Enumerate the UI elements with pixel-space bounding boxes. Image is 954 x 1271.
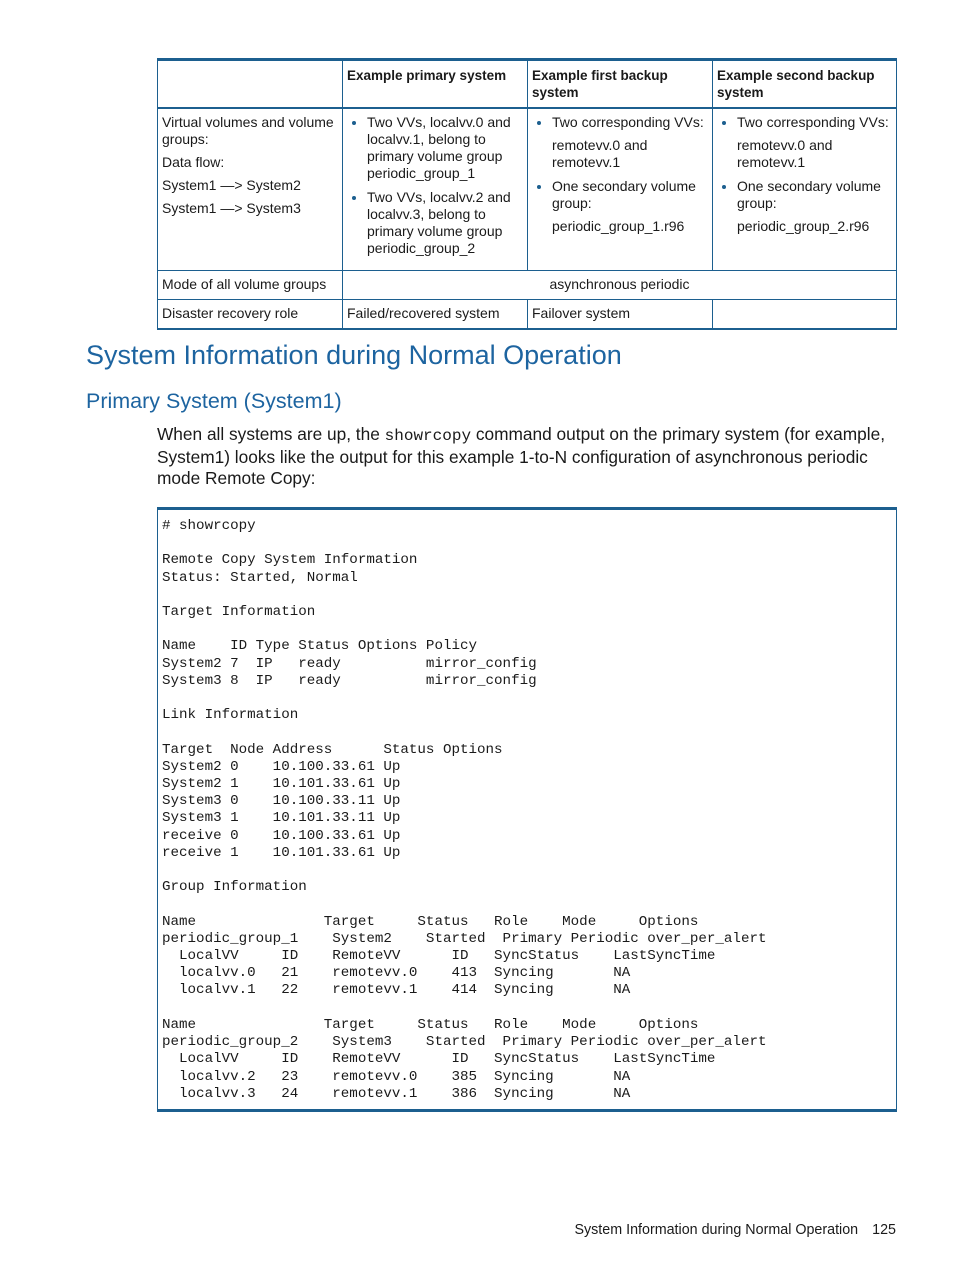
list-item [737,178,892,235]
primary-list [347,114,523,257]
header-primary-system: Example primary system [343,60,528,109]
section-title: System Information during Normal Operation [86,340,622,370]
list-item [552,178,708,235]
list-item-subtext: periodic_group_2.r96 [737,218,870,234]
role-row-first-backup: Failover system [528,300,713,330]
label-line: Virtual volumes and volume groups: [162,114,334,147]
label-line: System1 —> System2 [162,177,301,193]
role-row-second-backup [713,300,897,330]
vv-row-primary [343,108,528,271]
table-header-row [158,60,897,109]
header-cell-empty [158,60,343,109]
configuration-table [157,58,897,330]
code-block [157,507,897,1112]
header-first-backup-system: Example first backup system [528,60,713,109]
list-item-text: • One secondary volume group: [552,178,696,211]
command-output: # showrcopy Remote Copy System Information Status: Started, Normal Target Information Name ID Type Status Options Policy System2 7 IP ready mirror_config System3 8 IP ready mirror_config Link Information Target Node Address Status Options System2 0 10.100.33.61 Up System2 1 10.101.33.61 Up System3 0 10.100.33.11 Up System3 1 10.101.33.11 Up receive 0 10.100.33.61 Up receive 1 10.101.33.61 Up Group Information Name Target Status Role Mode Options periodic_group_1 System2 Started Primary Periodic over_per_alert LocalVV ID RemoteVV ID SyncStatus LastSyncTime localvv.0 21 remotevv.0 413 Syncing NA localvv.1 22 remotevv.1 414 Syncing NA Name Target Status Role Mode Options periodic_group_2 System3 Started Primary Periodic over_per_alert LocalVV ID RemoteVV ID SyncStatus LastSyncTime localvv.2 23 remotevv.0 385 Syncing NA localvv.3 24 remotevv.1 386 Syncing NA [162,518,767,1102]
page-footer [560,1222,896,1238]
role-row-primary: Failed/recovered system [343,300,528,330]
vv-row-second-backup [713,108,897,271]
label-line: Data flow: [162,154,225,170]
list-item-text: • Two corresponding VVs: [552,114,704,130]
mode-row-label: Mode of all volume groups [158,271,343,300]
intro-text-before: When all systems are up, the [157,424,385,444]
list-item: • Two VVs, localvv.0 and localvv.1, belong to primary volume group periodic_group_1 [367,114,523,182]
table-row-virtual-volumes [158,108,897,271]
mode-row-value: asynchronous periodic [343,271,897,300]
list-item-subtext: periodic_group_1.r96 [552,218,685,234]
role-row-label: Disaster recovery role [158,300,343,330]
first-backup-list [532,114,708,235]
table-row-disaster-recovery-role [158,300,897,330]
inline-command: showrcopy [384,427,472,445]
header-second-backup-system: Example second backup system [713,60,897,109]
vv-row-label [158,108,343,271]
list-item [737,114,892,171]
label-line: System1 —> System3 [162,200,301,216]
page-number: 125 [872,1222,896,1238]
vv-row-first-backup [528,108,713,271]
list-item-subtext: remotevv.0 and remotevv.1 [737,137,833,170]
list-item [552,114,708,171]
list-item-subtext: remotevv.0 and remotevv.1 [552,137,648,170]
intro-paragraph [157,424,897,489]
second-backup-list [717,114,892,235]
footer-title: System Information during Normal Operation [574,1222,859,1238]
list-item: • Two VVs, localvv.2 and localvv.3, belong to primary volume group periodic_group_2 [367,189,523,257]
list-item-text: • One secondary volume group: [737,178,881,211]
table-row-mode [158,271,897,300]
subsection-title: Primary System (System1) [86,389,342,413]
list-item-text: • Two corresponding VVs: [737,114,889,130]
intro-text-after: command output on the primary system (for example, System1) looks like the output for this example 1-to-N configuration of asynchronous periodic mode Remote Copy: [157,424,886,488]
